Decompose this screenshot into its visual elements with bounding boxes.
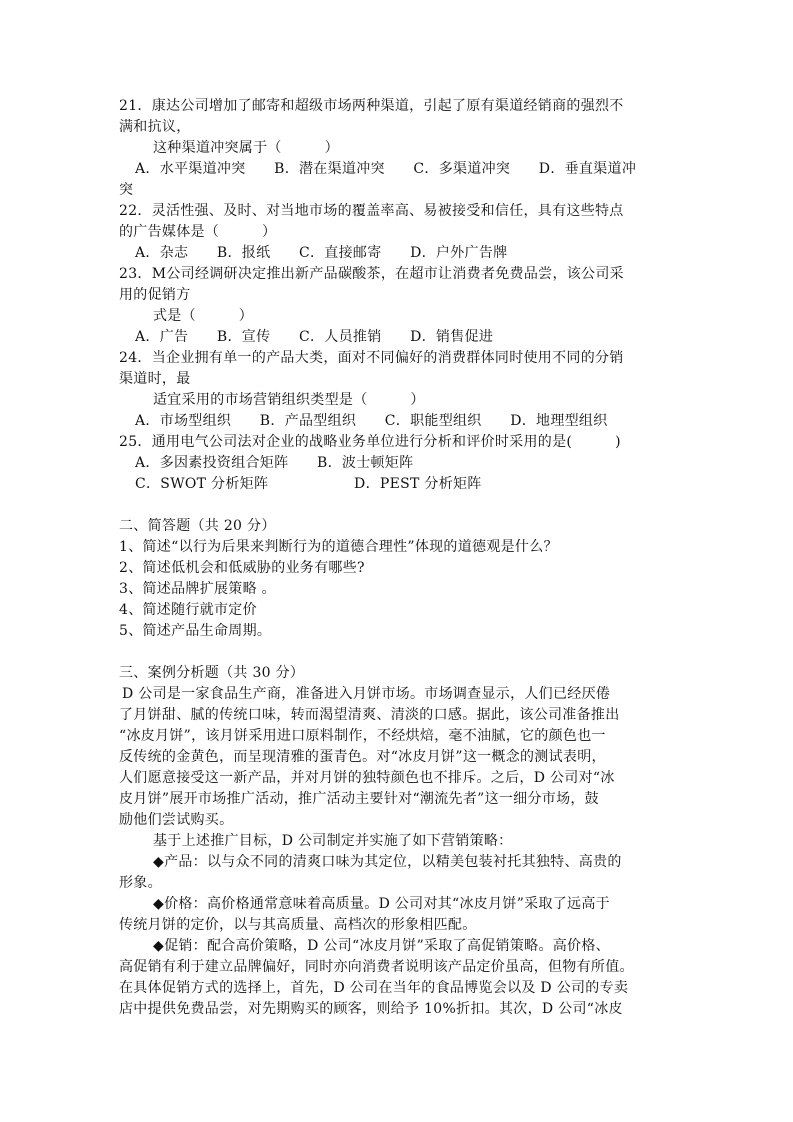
q25-options-2: C．SWOT 分析矩阵 D．PEST 分析矩阵 <box>135 476 482 492</box>
q21-line-3: 这种渠道冲突属于（ ） <box>153 140 339 156</box>
case-para1-line: 皮月饼”展开市场推广活动，推广活动主要针对“潮流先者”这一细分市场，鼓 <box>119 791 599 807</box>
short-answer-item: 3、简述品牌扩展策略 。 <box>119 581 276 597</box>
q24-options: A．市场型组织 B．产品型组织 C．职能型组织 D．地理型组织 <box>135 413 608 429</box>
case-price-line: ◆价格：高价格通常意味着高质量。D 公司对其“冰皮月饼”采取了远高于 <box>153 896 610 912</box>
case-promo-line: ◆促销：配合高价策略，D 公司“冰皮月饼”采取了高促销策略。高价格、 <box>153 938 610 954</box>
case-product-line: ◆产品：以与众不同的清爽口味为其定位，以精美包装衬托其独特、高贵的 <box>153 854 622 870</box>
q23-options: A．广告 B．宣传 C．人员推销 D．销售促进 <box>135 329 494 345</box>
q24-line-2: 渠道时，最 <box>119 371 191 387</box>
q23-line-2: 用的促销方 <box>119 287 191 303</box>
case-price-line: 传统月饼的定价，以与其高质量、高档次的形象相匹配。 <box>119 917 477 933</box>
q24-line-1: 24．当企业拥有单一的产品大类，面对不同偏好的消费群体同时使用不同的分销 <box>119 350 624 366</box>
short-answer-item: 1、简述“以行为后果来判断行为的道德合理性”体现的道德观是什么？ <box>119 539 558 555</box>
q23-line-1: 23．M公司经调研决定推出新产品碳酸茶，在超市让消费者免费品尝，该公司采 <box>119 266 624 282</box>
short-answer-item: 4、简述随行就市定价 <box>119 602 257 618</box>
q25-line-1: 25．通用电气公司法对企业的战略业务单位进行分析和评价时采用的是( ) <box>119 434 621 450</box>
case-promo-line: 在具体促销方式的选择上，首先，D 公司在当年的食品博览会以及 D 公司的专卖 <box>119 980 629 996</box>
q21-options: A．水平渠道冲突 B．潜在渠道冲突 C．多渠道冲突 D．垂直渠道冲 <box>135 161 637 177</box>
case-para1-line: 励他们尝试购买。 <box>119 812 234 828</box>
case-heading: 三、案例分析题（共 30 分） <box>119 665 305 681</box>
short-answer-item: 5、简述产品生命周期。 <box>119 623 272 639</box>
q21-line-2: 满和抗议， <box>119 119 191 135</box>
case-para1-line: 了月饼甜、腻的传统口味，转而渴望清爽、清淡的口感。据此，该公司准备推出 <box>119 707 620 723</box>
q21-options-wrap: 突 <box>119 182 134 198</box>
case-promo-line: 高促销有利于建立品牌偏好，同时亦向消费者说明该产品定价虽高，但物有所值。 <box>119 959 634 975</box>
q21-line-1: 21．康达公司增加了邮寄和超级市场两种渠道，引起了原有渠道经销商的强烈不 <box>119 98 624 114</box>
q22-line-2: 的广告媒体是（ ） <box>119 224 277 240</box>
case-para2: 基于上述推广目标，D 公司制定并实施了如下营销策略： <box>153 833 513 849</box>
q24-line-3: 适宜采用的市场营销组织类型是（ ） <box>153 392 425 408</box>
case-para1-line: 反传统的金黄色，而呈现清雅的蛋青色。对“冰皮月饼”这一概念的测试表明， <box>119 749 606 765</box>
short-answer-item: 2、简述低机会和低威胁的业务有哪些? <box>119 560 365 576</box>
short-answer-heading: 二、简答题（共 20 分） <box>119 518 276 534</box>
q22-line-1: 22．灵活性强、及时、对当地市场的覆盖率高、易被接受和信任，具有这些特点 <box>119 203 624 219</box>
case-product-line: 形象。 <box>119 875 162 891</box>
case-para1-line: 人们愿意接受这一新产品，并对月饼的独特颜色也不排斥。之后，D 公司对“冰 <box>119 770 615 786</box>
case-para1-line: D 公司是一家食品生产商，准备进入月饼市场。市场调查显示，人们已经厌倦 <box>122 686 611 702</box>
case-promo-line: 店中提供免费品尝，对先期购买的顾客，则给予 10%折扣。其次，D 公司“冰皮 <box>119 1001 623 1017</box>
q23-line-3: 式是（ ） <box>153 308 254 324</box>
case-para1-line: “冰皮月饼”，该月饼采用进口原料制作，不经烘焙，毫不油腻，它的颜色也一 <box>119 728 606 744</box>
q22-options: A．杂志 B．报纸 C．直接邮寄 D．户外广告牌 <box>135 245 508 261</box>
q25-options-1: A．多因素投资组合矩阵 B．波士顿矩阵 <box>135 455 414 471</box>
